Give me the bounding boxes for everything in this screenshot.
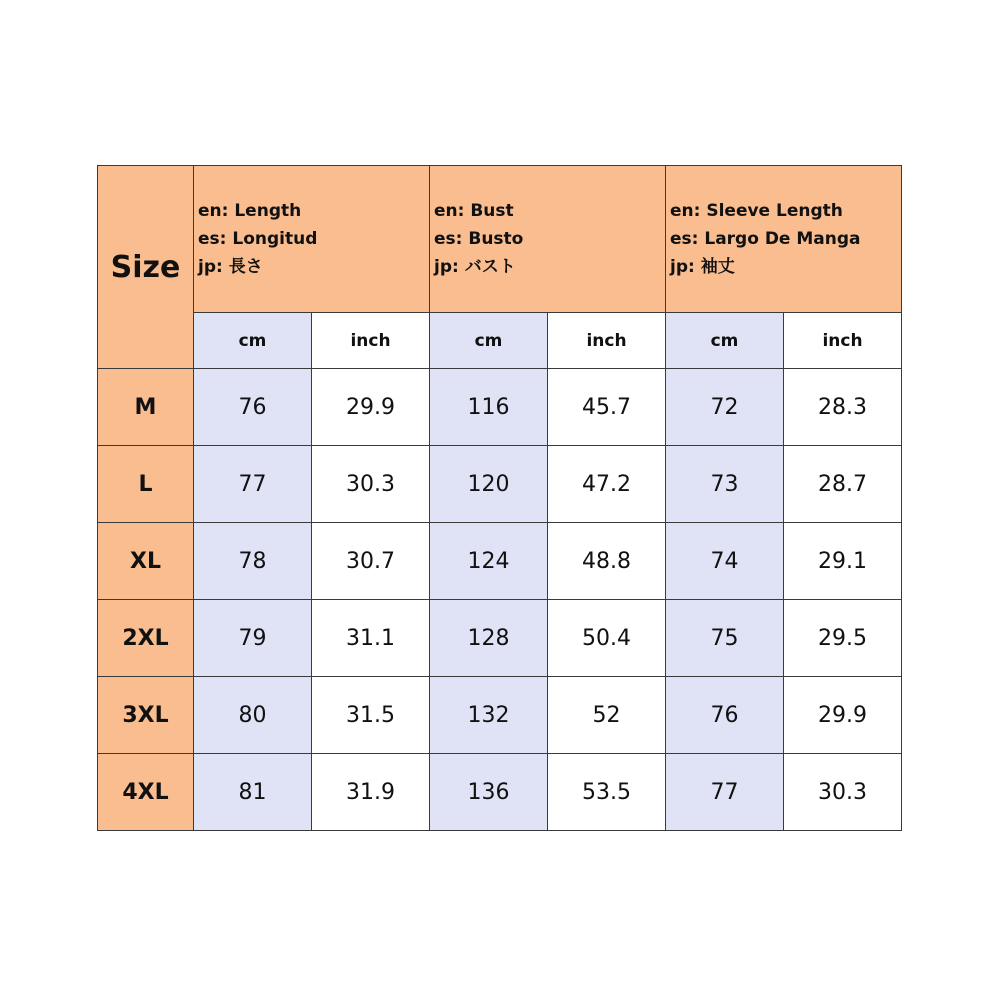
size-label: 3XL bbox=[98, 677, 194, 754]
bust-inch-value: 45.7 bbox=[548, 369, 666, 446]
sleeve-inch-value: 28.3 bbox=[784, 369, 902, 446]
bust-cm-value: 116 bbox=[430, 369, 548, 446]
bust-cm-value: 120 bbox=[430, 446, 548, 523]
measurement-header-row bbox=[98, 166, 902, 313]
bust-inch-value: 48.8 bbox=[548, 523, 666, 600]
length-inch-value: 29.9 bbox=[312, 369, 430, 446]
table-row bbox=[98, 523, 902, 600]
bust-cm-value: 124 bbox=[430, 523, 548, 600]
length-cm-value: 81 bbox=[194, 754, 312, 831]
size-label: 2XL bbox=[98, 600, 194, 677]
unit-header-row bbox=[98, 313, 902, 369]
length-cm-value: 78 bbox=[194, 523, 312, 600]
table-row bbox=[98, 369, 902, 446]
length-header-en: en: Length bbox=[198, 201, 302, 221]
bust-header-en: en: Bust bbox=[434, 201, 514, 221]
bust-inch-value: 53.5 bbox=[548, 754, 666, 831]
table-row bbox=[98, 446, 902, 523]
size-label: XL bbox=[98, 523, 194, 600]
size-label: M bbox=[98, 369, 194, 446]
sleeve-cm-value: 76 bbox=[666, 677, 784, 754]
size-label: 4XL bbox=[98, 754, 194, 831]
sleeve-length-header-jp: jp: 袖丈 bbox=[670, 257, 735, 277]
length-inch-value: 31.9 bbox=[312, 754, 430, 831]
bust-header-jp: jp: バスト bbox=[434, 257, 516, 277]
bust-cm-value: 132 bbox=[430, 677, 548, 754]
sleeve-cm-unit: cm bbox=[666, 313, 784, 369]
length-header-jp: jp: 長さ bbox=[198, 257, 263, 277]
table-row bbox=[98, 754, 902, 831]
length-inch-unit: inch bbox=[312, 313, 430, 369]
bust-cm-value: 128 bbox=[430, 600, 548, 677]
sleeve-cm-value: 77 bbox=[666, 754, 784, 831]
length-cm-value: 79 bbox=[194, 600, 312, 677]
bust-inch-unit: inch bbox=[548, 313, 666, 369]
bust-cm-unit: cm bbox=[430, 313, 548, 369]
length-cm-value: 76 bbox=[194, 369, 312, 446]
sleeve-length-header bbox=[666, 166, 902, 313]
sleeve-length-header-en: en: Sleeve Length bbox=[670, 201, 843, 221]
bust-inch-value: 52 bbox=[548, 677, 666, 754]
table-row bbox=[98, 600, 902, 677]
sleeve-cm-value: 73 bbox=[666, 446, 784, 523]
table-row bbox=[98, 677, 902, 754]
sleeve-length-header-es: es: Largo De Manga bbox=[670, 229, 861, 249]
sleeve-inch-value: 29.5 bbox=[784, 600, 902, 677]
length-cm-unit: cm bbox=[194, 313, 312, 369]
size-chart-body bbox=[98, 166, 902, 831]
sleeve-cm-value: 72 bbox=[666, 369, 784, 446]
sleeve-cm-value: 74 bbox=[666, 523, 784, 600]
sleeve-inch-value: 29.1 bbox=[784, 523, 902, 600]
size-label: L bbox=[98, 446, 194, 523]
bust-inch-value: 47.2 bbox=[548, 446, 666, 523]
length-cm-value: 80 bbox=[194, 677, 312, 754]
sleeve-inch-value: 30.3 bbox=[784, 754, 902, 831]
bust-header bbox=[430, 166, 666, 313]
sleeve-inch-value: 28.7 bbox=[784, 446, 902, 523]
length-inch-value: 30.7 bbox=[312, 523, 430, 600]
sleeve-inch-unit: inch bbox=[784, 313, 902, 369]
length-inch-value: 30.3 bbox=[312, 446, 430, 523]
bust-header-es: es: Busto bbox=[434, 229, 524, 249]
length-inch-value: 31.1 bbox=[312, 600, 430, 677]
length-header-es: es: Longitud bbox=[198, 229, 318, 249]
sleeve-cm-value: 75 bbox=[666, 600, 784, 677]
size-chart-table bbox=[97, 165, 902, 831]
sleeve-inch-value: 29.9 bbox=[784, 677, 902, 754]
size-column-header: Size bbox=[98, 166, 194, 369]
length-inch-value: 31.5 bbox=[312, 677, 430, 754]
length-header bbox=[194, 166, 430, 313]
bust-cm-value: 136 bbox=[430, 754, 548, 831]
bust-inch-value: 50.4 bbox=[548, 600, 666, 677]
length-cm-value: 77 bbox=[194, 446, 312, 523]
